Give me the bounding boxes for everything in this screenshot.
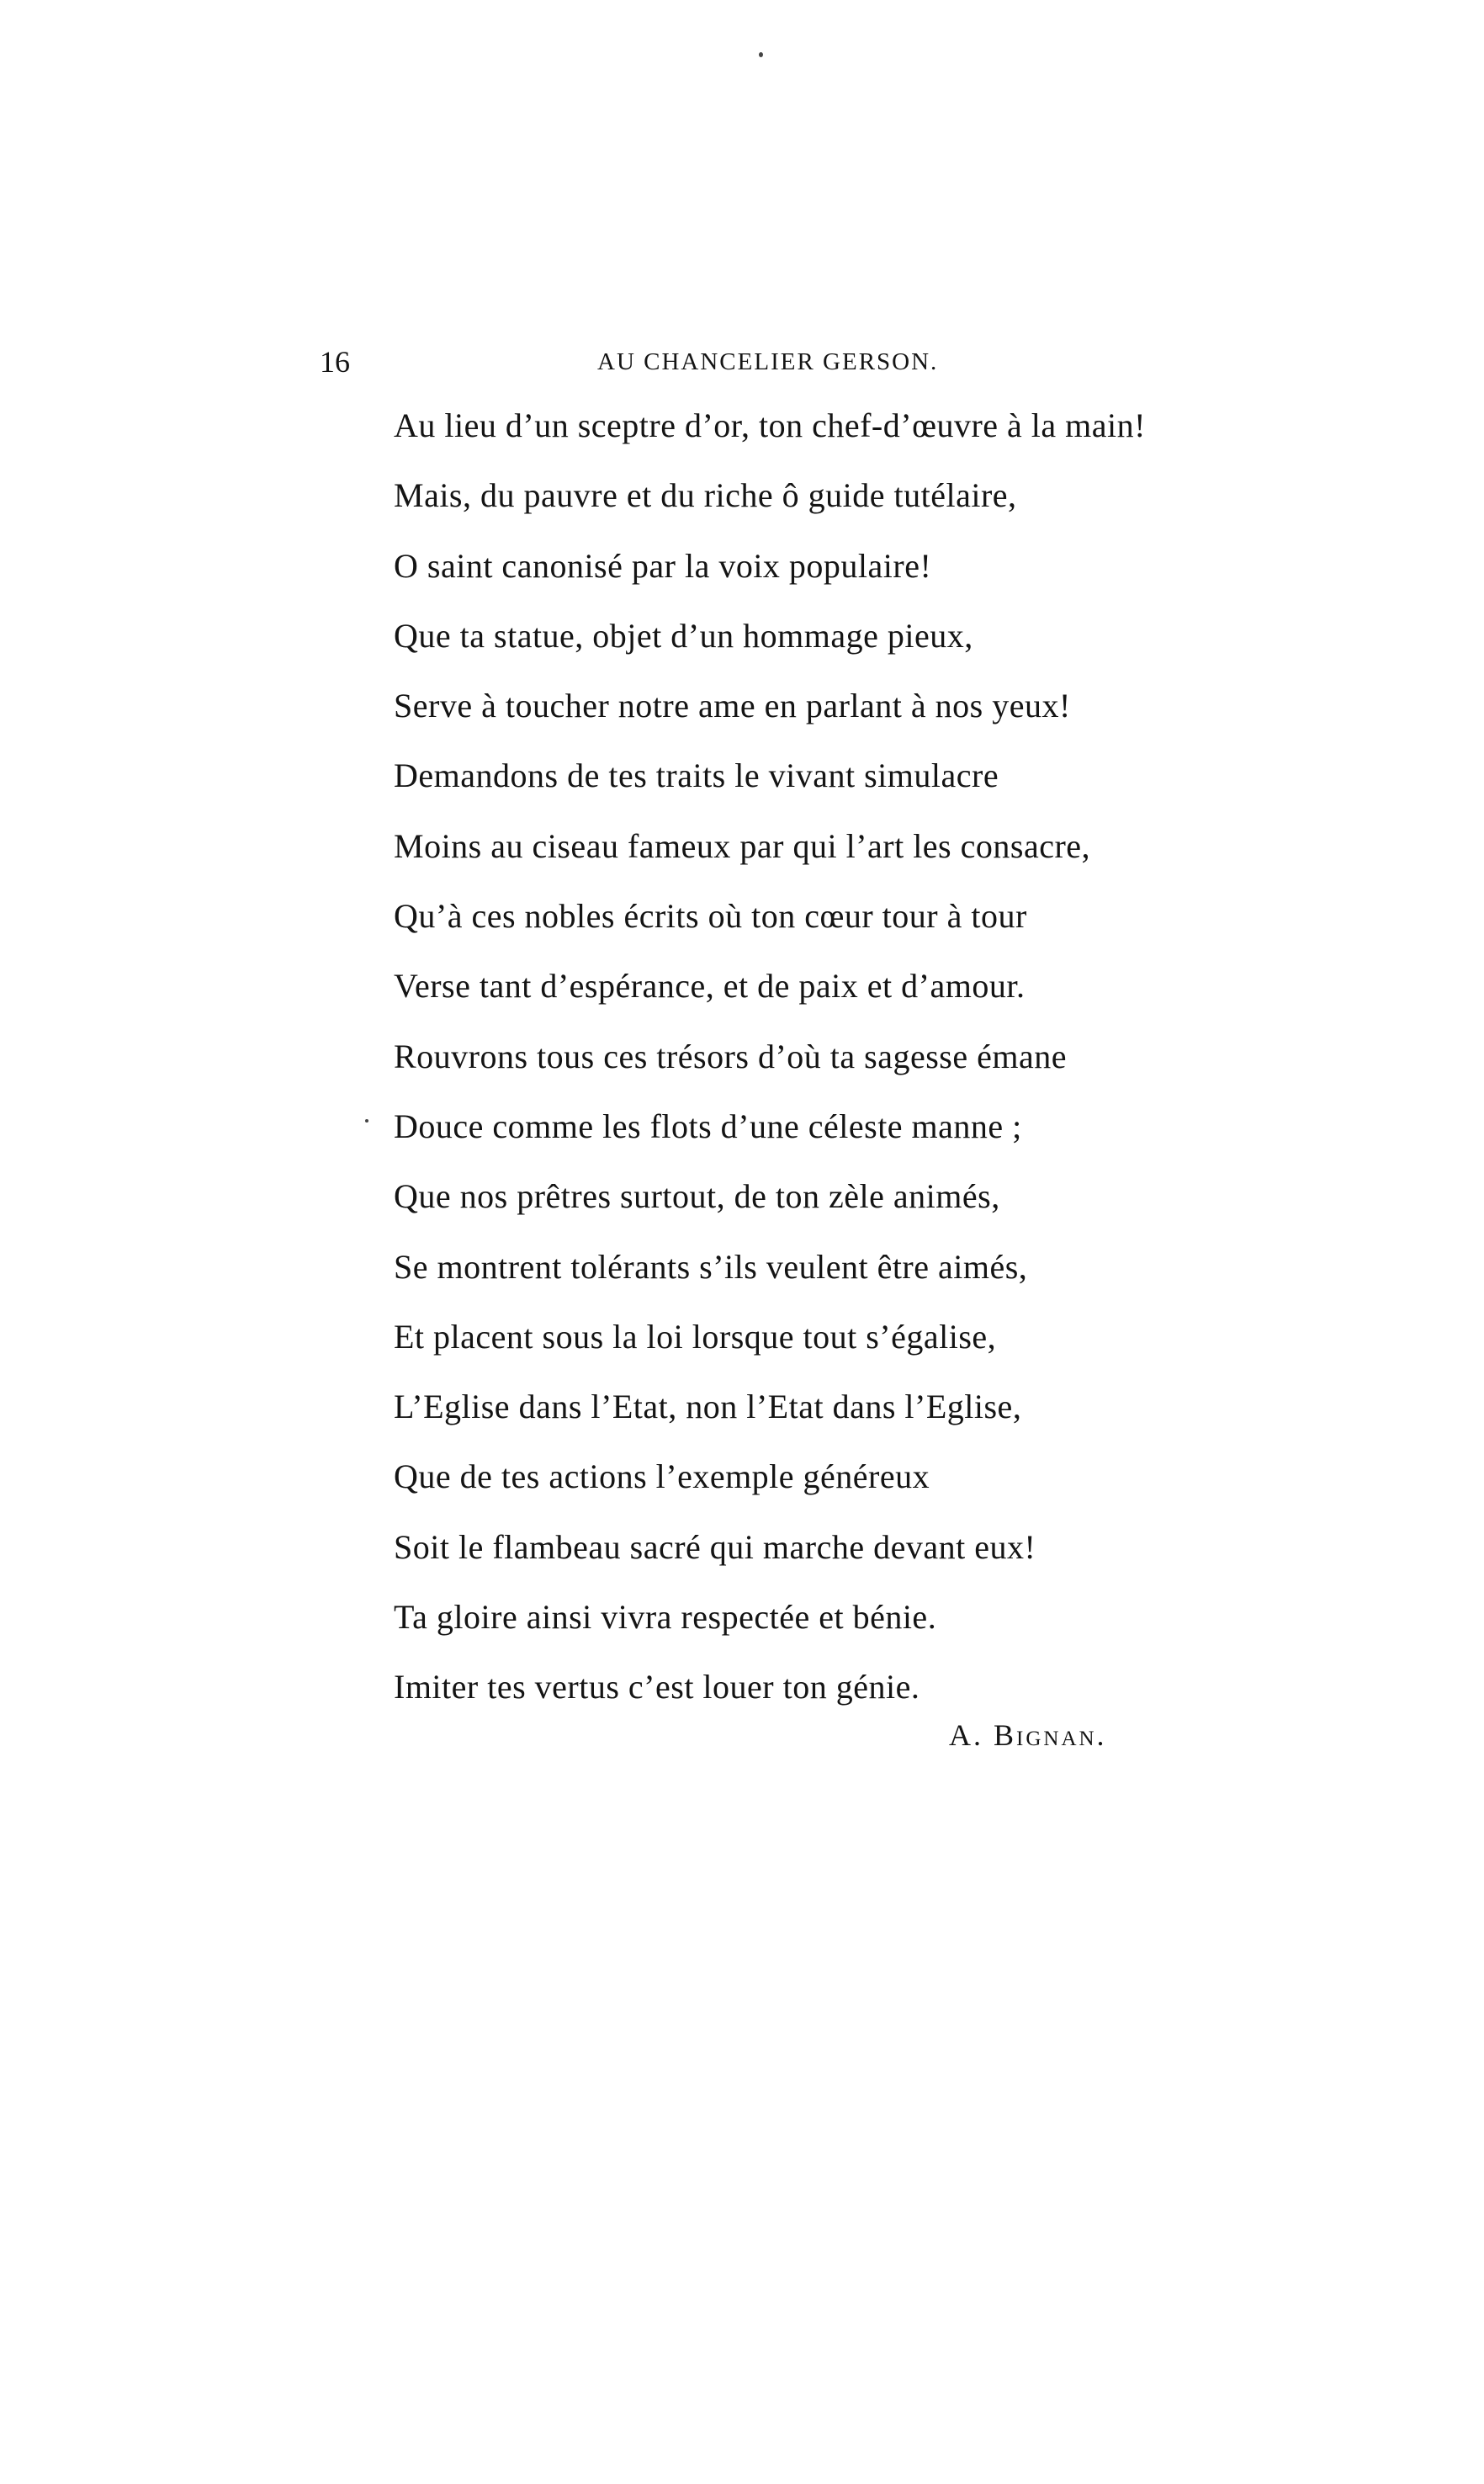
ink-speck [759,52,763,57]
verse-line: Soit le flambeau sacré qui marche devant eux! [394,1527,1036,1566]
verse-line: Se montrent tolérants s’ils veulent être aimés, [394,1247,1028,1286]
verse-line: Serve à toucher notre ame en parlant à nos yeux! [394,687,1071,725]
verse-line: Verse tant d’espérance, et de paix et d’amour. [394,967,1026,1006]
verse-line: Rouvrons tous ces trésors d’où ta sagesse émane [394,1037,1067,1075]
verse-line: Que ta statue, objet d’un hommage pieux, [394,616,973,655]
verse-line: Douce comme les flots d’une céleste manne ; [394,1107,1022,1145]
verse-line: Au lieu d’un sceptre d’or, ton chef-d’œuvre à la main! [394,406,1146,444]
verse-line: Et placent sous la loi lorsque tout s’égalise, [394,1317,997,1356]
page-number: 16 [320,345,350,379]
verse-line: Demandons de tes traits le vivant simulacre [394,756,999,795]
poem [394,401,1235,1733]
ink-speck [365,1119,368,1123]
verse-line: Moins au ciseau fameux par qui l’art les consacre, [394,826,1091,865]
verse-line: Que nos prêtres surtout, de ton zèle animés, [394,1177,1000,1216]
page-header [320,337,1211,387]
verse-line: Mais, du pauvre et du riche ô guide tutélaire, [394,476,1017,515]
verse-line: Qu’à ces nobles écrits où ton cœur tour à tour [394,897,1027,936]
running-title: AU CHANCELIER GERSON. [597,348,939,375]
verse-line: Que de tes actions l’exemple généreux [394,1457,930,1496]
verse-line: Imiter tes vertus c’est louer ton génie. [394,1668,920,1706]
author-signature: A. Bignan. [949,1718,1107,1752]
verse-line: O saint canonisé par la voix populaire! [394,546,932,585]
verse-line: Ta gloire ainsi vivra respectée et bénie. [394,1598,937,1637]
verse-line: L’Eglise dans l’Etat, non l’Etat dans l’Eglise, [394,1388,1022,1426]
